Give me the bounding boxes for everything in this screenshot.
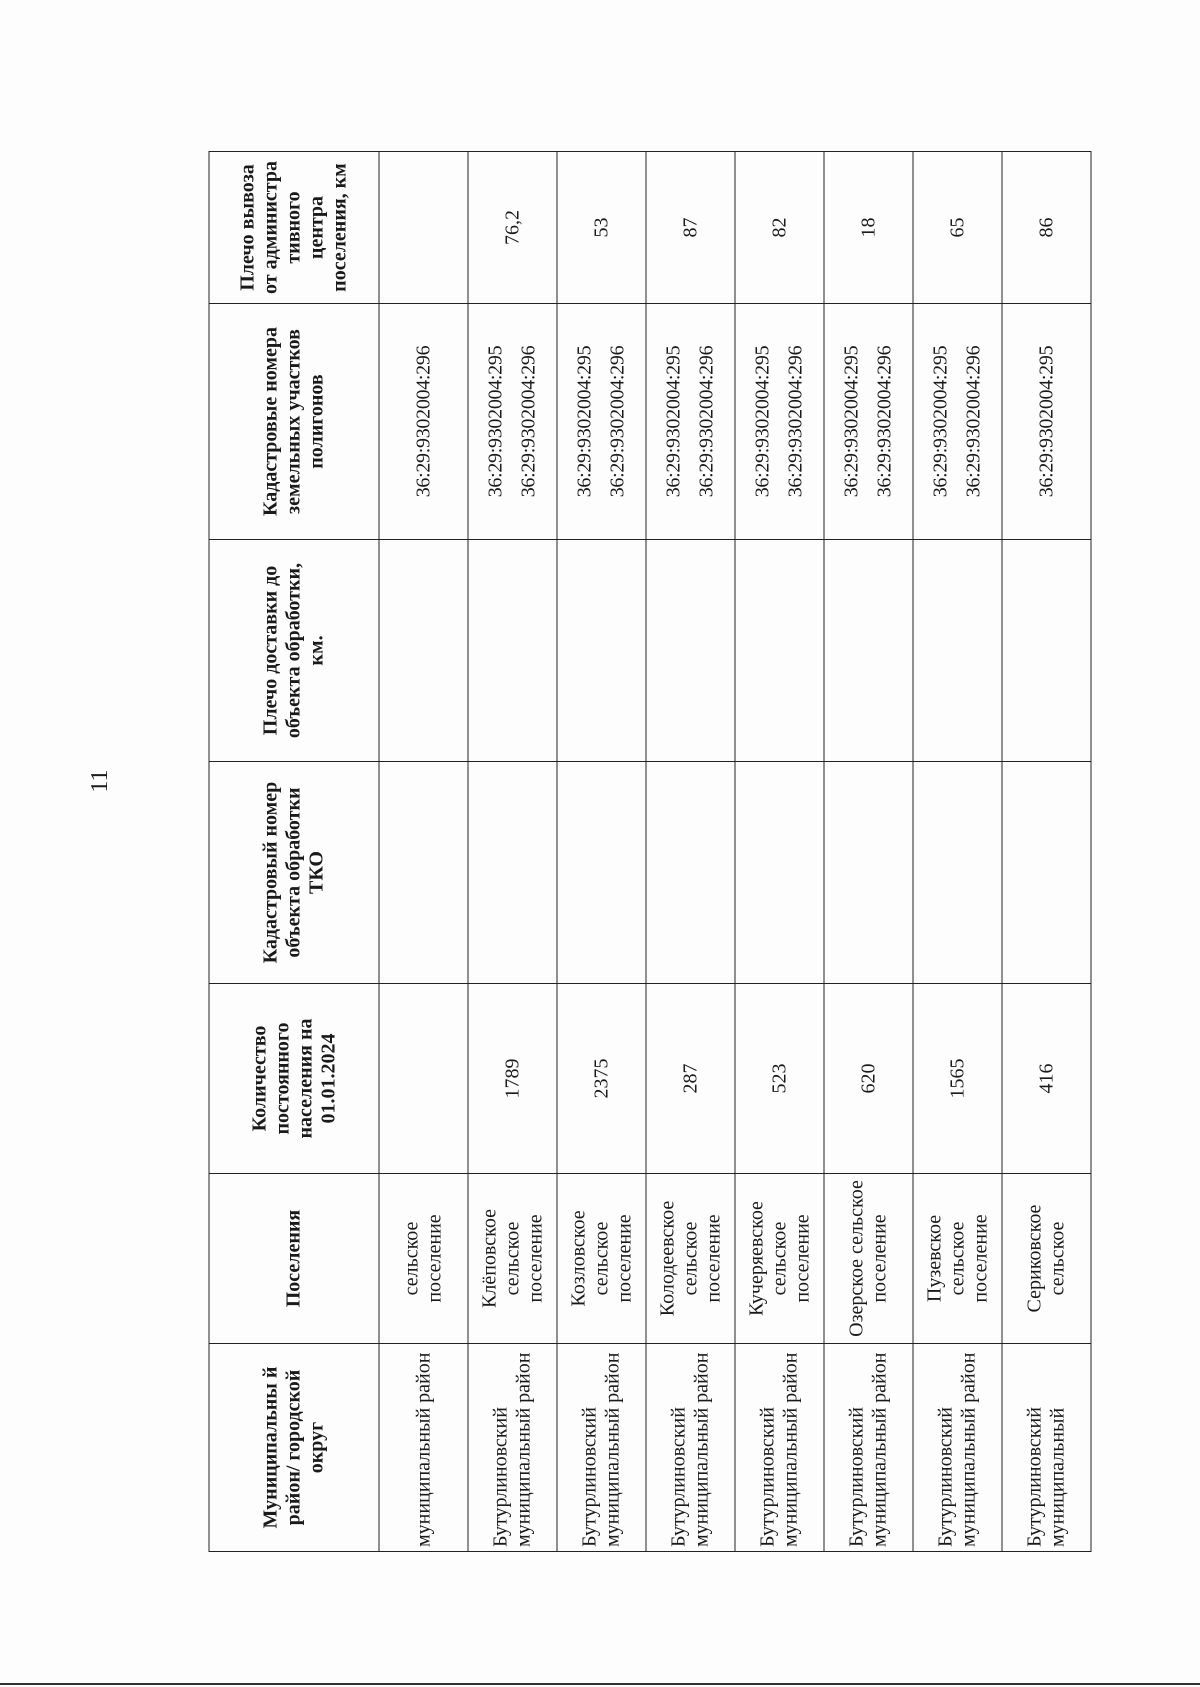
cadastral-number: 36:29:9302004:296 bbox=[962, 345, 984, 497]
cell-facility-cadastral bbox=[735, 761, 824, 983]
header-municipality: Муниципальны й район/ городской округ bbox=[209, 1343, 379, 1551]
header-landfill-cadastral: Кадастровые номера земельных участков полигонов bbox=[209, 303, 379, 539]
cadastral-number: 36:29:9302004:296 bbox=[411, 345, 434, 497]
cell-landfill-cadastral bbox=[913, 303, 1002, 539]
cell-facility-cadastral bbox=[557, 761, 646, 983]
cell-settlement: Сериковское сельское bbox=[1002, 1173, 1091, 1343]
cell-settlement: Клёповское сельское поселение bbox=[468, 1173, 557, 1343]
cell-municipality: Бутурлиновский муниципальный район bbox=[735, 1343, 824, 1551]
cell-removal-distance bbox=[379, 151, 468, 303]
cell-delivery-distance bbox=[824, 539, 913, 761]
cadastral-number: 36:29:9302004:296 bbox=[873, 345, 895, 497]
cell-delivery-distance bbox=[557, 539, 646, 761]
cell-landfill-cadastral bbox=[557, 303, 646, 539]
cell-removal-distance: 86 bbox=[1002, 151, 1091, 303]
cell-settlement: Кучеряевское сельское поселение bbox=[735, 1173, 824, 1343]
cell-settlement: Козловское сельское поселение bbox=[557, 1173, 646, 1343]
cell-population: 416 bbox=[1002, 983, 1091, 1173]
cell-landfill-cadastral bbox=[468, 303, 557, 539]
header-facility-cadastral: Кадастровый номер объекта обработки ТКО bbox=[209, 761, 379, 983]
cell-settlement: сельское поселение bbox=[379, 1173, 468, 1343]
cell-municipality: Бутурлиновский муниципальный район bbox=[468, 1343, 557, 1551]
page-number: 11 bbox=[87, 769, 113, 793]
cell-removal-distance: 18 bbox=[824, 151, 913, 303]
cell-facility-cadastral bbox=[824, 761, 913, 983]
cell-delivery-distance bbox=[646, 539, 735, 761]
header-settlement: Поселения bbox=[209, 1173, 379, 1343]
cell-delivery-distance bbox=[1002, 539, 1091, 761]
cell-delivery-distance bbox=[379, 539, 468, 761]
cadastral-number: 36:29:9302004:295 bbox=[573, 345, 595, 497]
cell-municipality: Бутурлиновский муниципальный bbox=[1002, 1343, 1091, 1551]
cell-landfill-cadastral bbox=[1002, 303, 1091, 539]
cell-settlement: Колодеевское сельское поселение bbox=[646, 1173, 735, 1343]
table-row bbox=[468, 151, 557, 1551]
table-header-row bbox=[209, 151, 379, 1551]
table-body bbox=[379, 151, 1091, 1551]
cell-population: 620 bbox=[824, 983, 913, 1173]
cell-municipality: Бутурлиновский муниципальный район bbox=[913, 1343, 1002, 1551]
cell-removal-distance: 65 bbox=[913, 151, 1002, 303]
header-removal-distance: Плечо вывоза от администра тивного центра поселения, км bbox=[209, 151, 379, 303]
cell-population: 1789 bbox=[468, 983, 557, 1173]
rotated-table-wrapper bbox=[208, 152, 1143, 1552]
cell-settlement: Пузевское сельское поселение bbox=[913, 1173, 1002, 1343]
cell-settlement: Озерское сельское поселение bbox=[824, 1173, 913, 1343]
table-row bbox=[557, 151, 646, 1551]
cadastral-number: 36:29:9302004:295 bbox=[840, 345, 862, 497]
cell-population: 523 bbox=[735, 983, 824, 1173]
cell-facility-cadastral bbox=[468, 761, 557, 983]
cell-removal-distance: 53 bbox=[557, 151, 646, 303]
cell-municipality: Бутурлиновский муниципальный район bbox=[646, 1343, 735, 1551]
cell-landfill-cadastral bbox=[824, 303, 913, 539]
cadastral-number: 36:29:9302004:296 bbox=[517, 345, 539, 497]
cell-removal-distance: 76,2 bbox=[468, 151, 557, 303]
cell-municipality: Бутурлиновский муниципальный район bbox=[824, 1343, 913, 1551]
cell-population bbox=[379, 983, 468, 1173]
cell-facility-cadastral bbox=[646, 761, 735, 983]
cell-municipality: Бутурлиновский муниципальный район bbox=[557, 1343, 646, 1551]
cell-population: 287 bbox=[646, 983, 735, 1173]
table-row bbox=[735, 151, 824, 1551]
cadastral-number: 36:29:9302004:296 bbox=[784, 345, 806, 497]
cadastral-number: 36:29:9302004:296 bbox=[695, 345, 717, 497]
table-row bbox=[1002, 151, 1091, 1551]
cadastral-number: 36:29:9302004:295 bbox=[662, 345, 684, 497]
header-delivery-distance: Плечо доставки до объекта обработки, км. bbox=[209, 539, 379, 761]
table-row bbox=[646, 151, 735, 1551]
cell-facility-cadastral bbox=[379, 761, 468, 983]
cell-delivery-distance bbox=[735, 539, 824, 761]
cell-delivery-distance bbox=[468, 539, 557, 761]
table-row bbox=[824, 151, 913, 1551]
cell-municipality: муниципальный район bbox=[379, 1343, 468, 1551]
landfill-table bbox=[208, 151, 1091, 1552]
cell-population: 1565 bbox=[913, 983, 1002, 1173]
cadastral-number: 36:29:9302004:295 bbox=[484, 345, 506, 497]
cadastral-number: 36:29:9302004:295 bbox=[929, 345, 951, 497]
table-row bbox=[913, 151, 1002, 1551]
cell-population: 2375 bbox=[557, 983, 646, 1173]
cadastral-number: 36:29:9302004:296 bbox=[606, 345, 628, 497]
cell-facility-cadastral bbox=[913, 761, 1002, 983]
table-row bbox=[379, 151, 468, 1551]
cell-facility-cadastral bbox=[1002, 761, 1091, 983]
cell-landfill-cadastral bbox=[735, 303, 824, 539]
cadastral-number: 36:29:9302004:295 bbox=[1034, 345, 1057, 497]
cell-removal-distance: 87 bbox=[646, 151, 735, 303]
bottom-rule bbox=[0, 1683, 1200, 1685]
cell-landfill-cadastral bbox=[379, 303, 468, 539]
cadastral-number: 36:29:9302004:295 bbox=[751, 345, 773, 497]
cell-landfill-cadastral bbox=[646, 303, 735, 539]
header-population: Количество постоянного населения на 01.01.2024 bbox=[209, 983, 379, 1173]
cell-delivery-distance bbox=[913, 539, 1002, 761]
cell-removal-distance: 82 bbox=[735, 151, 824, 303]
